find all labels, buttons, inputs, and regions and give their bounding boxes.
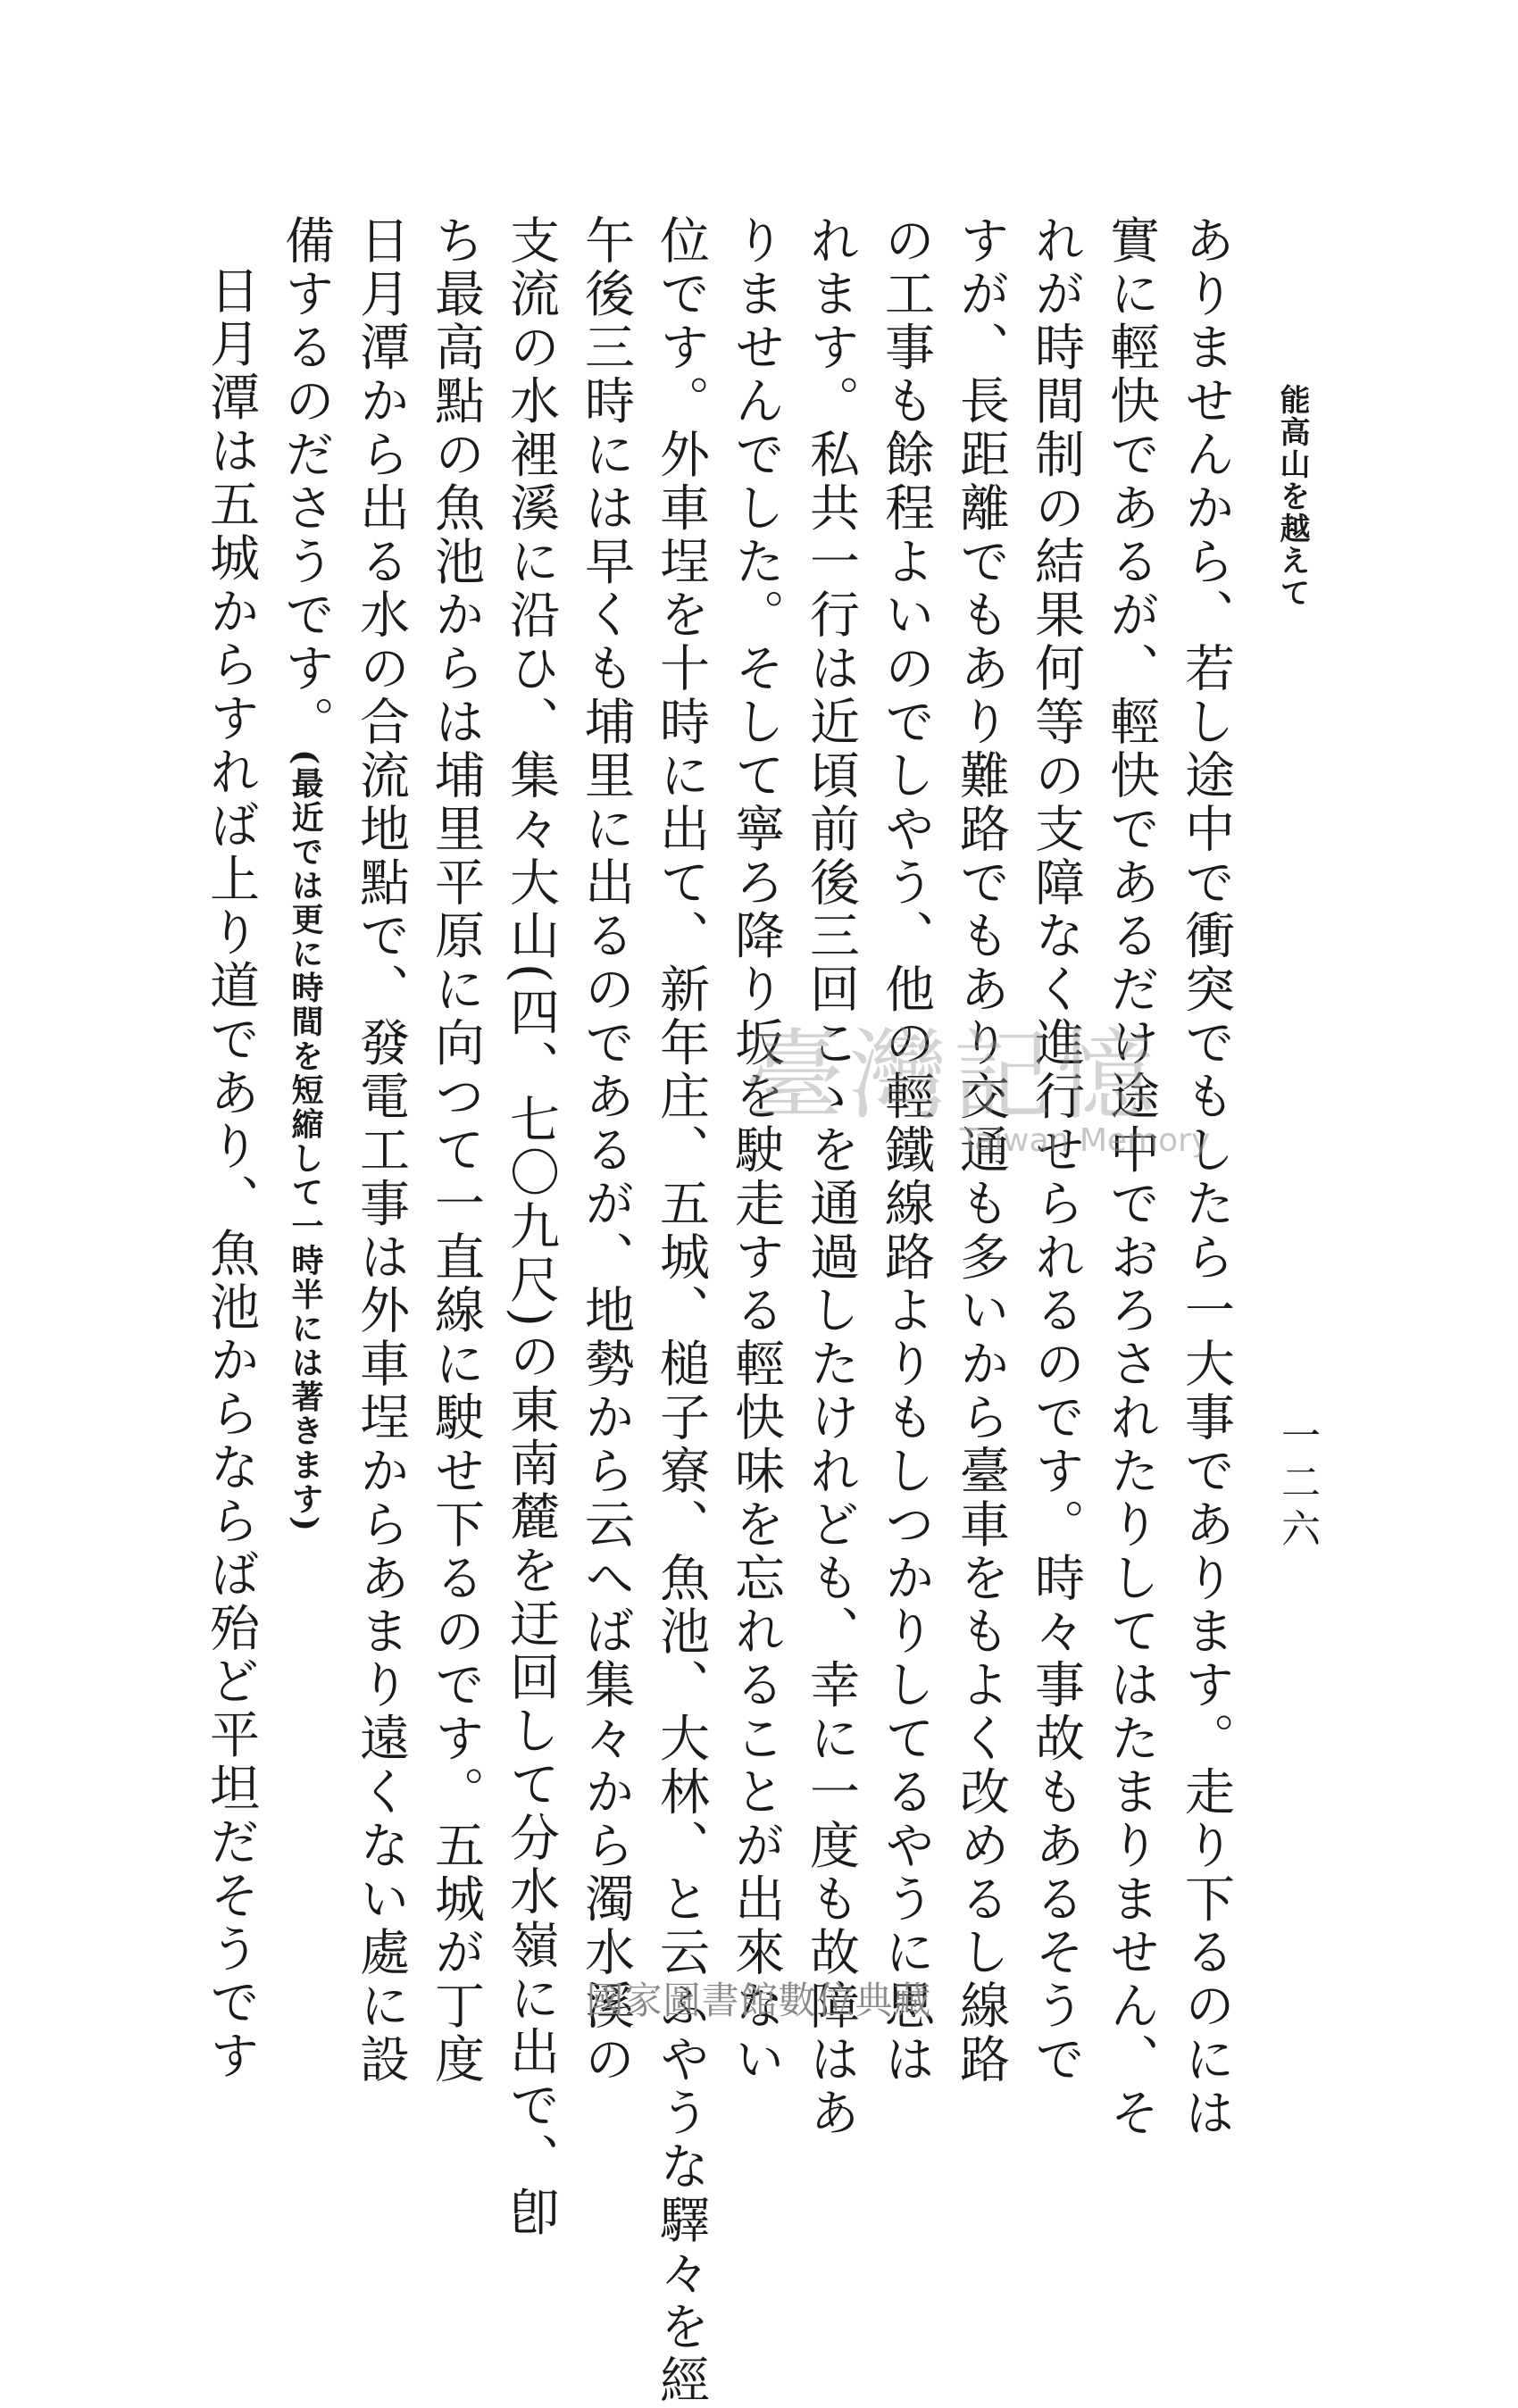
text-column-4: すが、長距離でもあり難路でもあり交通も多いから臺車をもよく改めるし線路	[952, 214, 1010, 2087]
parenthetical-note: (最近では更に時間を短縮して一時半には著きます)	[287, 749, 324, 1534]
text-column-6: れます。私共一行は近頃前後三回こゝを通過したけれども、幸に一度も故障はあ	[802, 214, 860, 2141]
text-column-5: の工事も餘程よいのでしやう、他の輕鐵線路よりもしつかりしてるやうに思は	[877, 214, 935, 2087]
text-column-3: れが時間制の結果何等の支障なく進行せられるのです。時々事故もあるそうで	[1027, 214, 1085, 2087]
page-number: 一二六	[1274, 1415, 1320, 1554]
text-column-12: 日月潭から出る水の合流地點で、發電工事は外車埕からあまり遠くない處に設	[352, 214, 410, 2087]
watermark-main-text: 臺灣記憶	[746, 1019, 1160, 1133]
text-column-14: 日月潭は五城からすれば上り道であり、魚池からならば殆ど平坦だそうです	[202, 264, 260, 2084]
text-column-13-main: 備するのださうです。	[277, 214, 335, 750]
text-column-9: 午後三時には早くも埔里に出るのであるが、地勢から云へば集々から濁水溪の	[577, 214, 635, 2087]
text-column-2: 實に輕快であるが、輕快であるだけ途中でおろされたりしてはたまりません、そ	[1102, 214, 1160, 2141]
text-column-11: ち最高點の魚池からは埔里平原に向つて一直線に駛せ下るのです。五城が丁度	[427, 214, 485, 2087]
text-column-8: 位です。外車埕を十時に出て、新年庄、五城、槌子寮、魚池、大林、と云ふやうな驛々を經	[652, 214, 710, 2408]
text-column-7: りませんでした。そして寧ろ降り坂を駛走する輕快味を忘れることが出來ない	[727, 214, 785, 2087]
text-column-13	[268, 214, 343, 1911]
text-column-1: ありませんから、若し途中で衝突でもしたら一大事であります。走り下るのには	[1177, 214, 1235, 2141]
watermark-sub-text: Taiwan Memory	[960, 1122, 1211, 1159]
text-column-10: 支流の水裡溪に沿ひ、集々大山(四、七〇九尺)の東南麓を迂回して分水嶺に出で、卽	[502, 214, 560, 2240]
running-header-title: 能高山を越えて	[1274, 384, 1310, 609]
footer-archive-label: 國家圖書館數位典藏	[586, 1979, 932, 2022]
